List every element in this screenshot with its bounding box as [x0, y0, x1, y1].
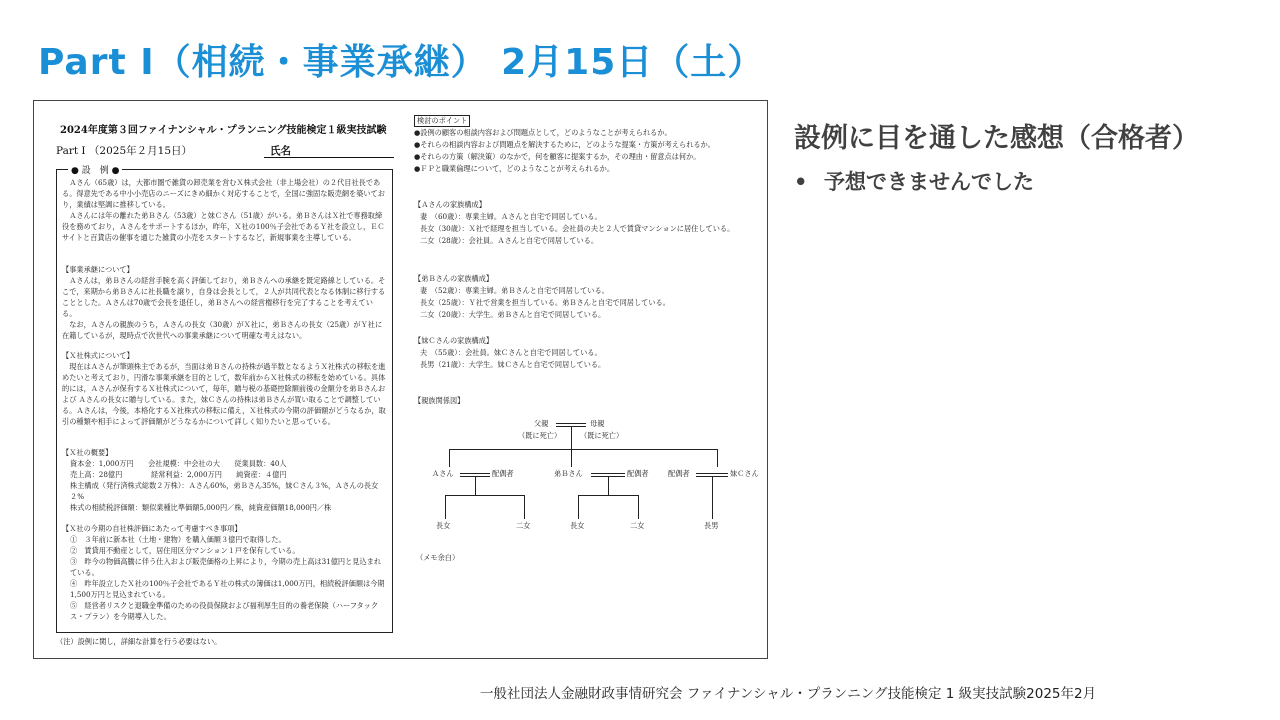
tree-line	[445, 495, 525, 496]
slide-title: Part Ⅰ（相続・事業承継） 2月15日（土）	[38, 42, 765, 83]
family-line: 二女（20歳）：大学生。弟Ｂさんと自宅で同居している。	[420, 310, 606, 319]
family-line: 妻 （60歳）：専業主婦。Ａさんと自宅で同居している。	[420, 212, 602, 221]
section-heading: 【Ｘ社の今期の自社株評価にあたって考慮すべき事項】	[62, 524, 242, 533]
tree-line	[717, 449, 718, 467]
section-heading: 【妹Ｃさんの家族構成】	[414, 336, 494, 345]
tree-node-a-child2: 二女	[516, 521, 531, 530]
overview-section	[62, 447, 387, 513]
family-c-section	[414, 335, 759, 371]
memo-space: （メモ余白）	[416, 553, 460, 562]
tree-line	[571, 427, 572, 449]
paragraph: Ａさん（65歳）は，大都市圏で雑貨の卸売業を営むＸ株式会社（非上場会社）の２代目社長である。得意先である中小小売店のニーズにきめ細かく対応することで，全国に強固な販売網を築いており，業績は堅調に推移している。	[62, 178, 385, 209]
family-line: 長女（30歳）：Ｘ社で経理を担当している。会社員の夫と２人で賃貸マンションに居住している。	[420, 224, 735, 233]
tree-line	[449, 449, 717, 450]
tree-node-c: 妹Ｃさん	[730, 469, 759, 478]
points-section	[414, 115, 759, 175]
part-label: Part Ⅰ （2025年２月15日）	[56, 145, 192, 157]
bullet-text: 予想できませんでした	[824, 170, 1034, 194]
tree-node-b-child2: 二女	[630, 521, 645, 530]
section-heading: 【Ｘ社株式について】	[62, 351, 134, 360]
name-underline	[264, 157, 394, 158]
tree-line	[696, 473, 728, 474]
exam-document	[33, 100, 768, 659]
tree-node-c-child1: 長男	[704, 521, 719, 530]
tree-line	[591, 473, 625, 474]
plan-item: ④ 昨年設立したＸ社の100％子会社であるＹ社の株式の簿価は1,000万円，相続税評価額は今期1,500万円と見込まれている。	[70, 579, 385, 599]
point-item: ●設例の顧客の相談内容および問題点として，どのようなことが考えられるか。	[414, 128, 672, 137]
tree-node-b: 弟Ｂさん	[554, 469, 583, 478]
tree-node-a-spouse: 配偶者	[492, 469, 514, 478]
family-b-section	[414, 273, 759, 321]
tree-line	[449, 449, 450, 467]
plan-item: ② 賃貸用不動産として，居住用区分マンション１戸を保有している。	[70, 546, 300, 555]
case-heading: ● 設 例 ●	[68, 163, 122, 176]
overview-line: 株式の相続税評価額：類似業種比準価額5,000円／株，純資産価額18,000円／株	[70, 503, 332, 512]
tree-line	[460, 473, 490, 474]
paragraph: Ａさんには年の離れた弟Ｂさん（53歳）と妹Ｃさん（51歳）がいる。弟ＢさんはＸ社で専務取締役を務めており，Ａさんをサポートするほか，昨年，Ｘ社の100％子会社であるＹ社を設立し，ＥＣサイトと百貨店の催事を通じた雑貨の小売をスタートするなど，新規事業を主導している。	[62, 211, 385, 242]
family-tree	[414, 413, 759, 543]
point-item: ●ＦＰと職業倫理について，どのようなことが考えられるか。	[414, 164, 615, 173]
tree-node-a-child1: 長女	[436, 521, 451, 530]
case-intro	[62, 177, 387, 243]
tree-heading: 【親族関係図】	[414, 396, 465, 405]
tree-line	[638, 495, 639, 519]
overview-line: 資本金：1,000万円 会社規模：中会社の大 従業員数：40人	[70, 459, 287, 468]
tree-node-c-spouse: 配偶者	[668, 469, 690, 478]
overview-line: 株主構成（発行済株式総数２万株）：Ａさん60%，弟Ｂさん35%，妹Ｃさん３%，Ａさんの長女２%	[70, 481, 379, 501]
family-line: 長女（25歳）：Ｙ社で営業を担当している。弟Ｂさんと自宅で同居している。	[420, 298, 670, 307]
point-item: ●それらの方策（解決策）のなかで，何を顧客に提案するか，その理由・留意点は何か。	[414, 152, 701, 161]
section-heading: 【弟Ｂさんの家族構成】	[414, 274, 494, 283]
paragraph: Ａさんは，弟Ｂさんの経営手腕を高く評価しており，弟Ｂさんへの承継を既定路線としている。そこで，来期から弟Ｂさんに社長職を譲り，自身は会長として，２人が共同代表となる体制に移行することとした。Ａさんは70歳で会長を退任し，弟Ｂさんへの経営権移行を完了することを考えている。	[62, 276, 386, 318]
section-heading: 【Ｘ社の概要】	[62, 448, 113, 457]
tree-line	[578, 495, 579, 519]
tree-line	[578, 495, 639, 496]
plan-item: ③ 昨今の物価高騰に伴う仕入および販売価格の上昇により，今期の売上高は31億円と見込まれている。	[70, 557, 382, 577]
impression-heading: 設例に目を通した感想（合格者）	[794, 123, 1199, 154]
tree-node-mother: 母親	[590, 419, 605, 428]
tree-node-b-child1: 長女	[570, 521, 585, 530]
exam-title: 2024年度第３回ファイナンシャル・プランニング技能検定１級実技試験	[60, 125, 387, 136]
tree-note-father: （既に死亡）	[518, 431, 562, 440]
family-line: 二女（28歳）：会社員。Ａさんと自宅で同居している。	[420, 236, 599, 245]
family-line: 夫 （55歳）：会社員。妹Ｃさんと自宅で同居している。	[420, 348, 602, 357]
family-a-section	[414, 199, 759, 247]
name-label: 氏名	[270, 145, 291, 157]
calc-note: （注）設例に関し，詳細な計算を行う必要はない。	[56, 637, 222, 646]
succession-section	[62, 264, 387, 341]
paragraph: 現在はＡさんが筆頭株主であるが，当面は弟Ｂさんの持株が過半数となるようＸ社株式の移転を進めたいと考えており，円滑な事業承継を目的として，数年前からＸ社株式の移転を始めている。具体的には，Ａさんが保有するＸ社株式について，毎年，贈与税の基礎控除額前後の金額分を弟Ｂさんおよび Ａさんの長女に贈与している。また，妹Ｃさんの持株は弟Ｂさんが買い取ることで調整している。Ａさんは，今後，本格化するＸ社株式の移転に備え，Ｘ社株式の今期の評価額がどうなるか，取引の種類や相手によって評価額がどうなるかについて詳しく知りたいと思っている。	[62, 362, 386, 426]
tree-node-father: 父親	[534, 419, 549, 428]
bullet-dot: •	[794, 170, 808, 194]
tree-note-mother: （既に死亡）	[580, 431, 624, 440]
tree-line	[712, 477, 713, 519]
family-line: 長男（21歳）：大学生。妹Ｃさんと自宅で同居している。	[420, 360, 606, 369]
family-line: 妻 （52歳）：専業主婦。弟Ｂさんと自宅で同居している。	[420, 286, 609, 295]
section-heading: 【事業承継について】	[62, 265, 134, 274]
tree-line	[571, 449, 572, 467]
section-heading: 【Ａさんの家族構成】	[414, 200, 486, 209]
stock-section	[62, 350, 387, 427]
overview-line: 売上高：28億円 経常利益：2,000万円 純資産：４億円	[70, 470, 287, 479]
tree-node-a: Ａさん	[432, 469, 454, 478]
plan-item: ① ３年前に新本社（土地・建物）を購入価額３億円で取得した。	[70, 535, 286, 544]
tree-line	[524, 495, 525, 519]
plan-section	[62, 523, 387, 622]
tree-node-b-spouse: 配偶者	[627, 469, 649, 478]
tree-line	[475, 477, 476, 495]
impression-bullet	[794, 166, 1034, 196]
tree-line	[445, 495, 446, 519]
tree-line	[556, 423, 586, 424]
points-heading: 検討のポイント	[414, 115, 470, 127]
plan-item: ⑤ 経営者リスクと退職金準備のための役員保険および福利厚生目的の養老保険（ハーフタックス・プラン）を今期導入した。	[70, 601, 379, 621]
footer-source: 一般社団法人金融財政事情研究会 ファイナンシャル・プランニング技能検定 1 級実技試験2025年2月	[480, 686, 1097, 702]
point-item: ●それらの相談内容および問題点を解決するために，どのような提案・方策が考えられるか。	[414, 140, 715, 149]
tree-line	[608, 477, 609, 495]
paragraph: なお，Ａさんの親族のうち，Ａさんの長女（30歳）がＸ社に，弟Ｂさんの長女（25歳）がＹ社に在籍しているが，現時点で次世代への事業承継について明確な考えはない。	[62, 320, 383, 340]
